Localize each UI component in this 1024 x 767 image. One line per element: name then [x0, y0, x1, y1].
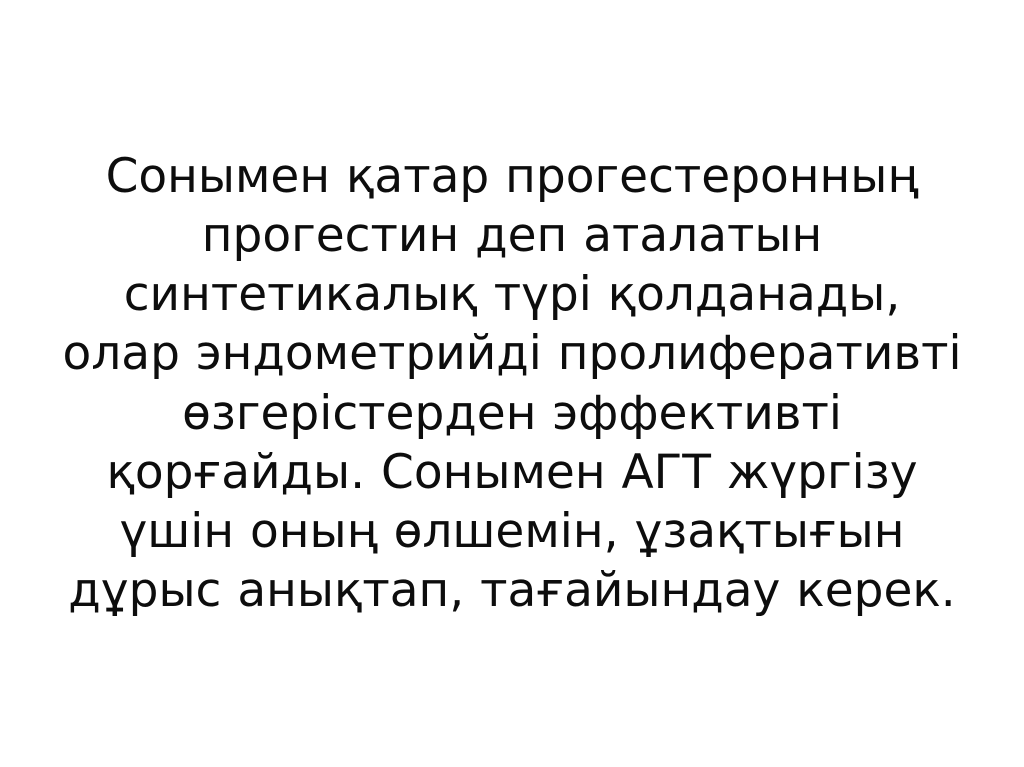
slide-body-text: Сонымен қатар прогестеронның прогестин деп аталатын синтетикалық түрі қолданады, олар эндометрийді пролиферативті өзгерістерден эффективті қорғайды. Сонымен АГТ жүргізу үшін оның өлшемін, ұзақтығын дұрыс анықтап, тағайындау керек. — [62, 148, 962, 619]
slide-content-block — [60, 147, 964, 621]
